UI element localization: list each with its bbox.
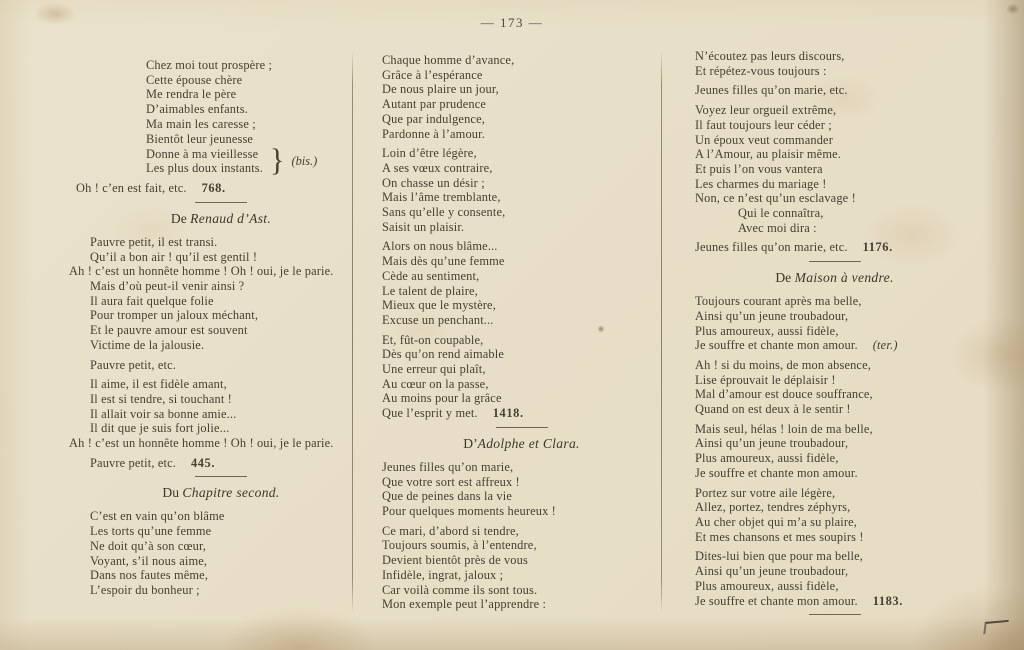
stanza [69, 377, 352, 451]
verse-line: Que par indulgence, [382, 111, 485, 126]
verse-line: Mais dès qu’une femme [382, 254, 505, 269]
bis-lines [146, 147, 263, 176]
verse-line: Une erreur qui plaît, [382, 362, 486, 377]
stanza [382, 53, 661, 141]
page-number: — 173 — [480, 15, 544, 30]
verse-line: Dites-lui bien que pour ma belle, [695, 549, 864, 564]
song-heading [90, 210, 352, 228]
verse-line: A ses vœux contraire, [382, 160, 493, 175]
verse-line: Mon exemple peut l’apprendre : [382, 597, 547, 612]
song-heading-prefix: De [170, 210, 191, 226]
separator-rule [809, 261, 861, 262]
song-heading-prefix: Du [162, 485, 183, 501]
verse-line: Il est si tendre, si touchant ! [90, 391, 232, 406]
bis-label: (bis.) [291, 153, 318, 168]
song-heading-title: Adolphe et Clara. [477, 435, 580, 451]
stanza [695, 83, 974, 98]
verse-line: Dans nos fautes même, [90, 568, 209, 583]
stanza [382, 239, 661, 327]
verse-line: Saisit un plaisir. [382, 219, 465, 234]
verse-line: Grâce à l’espérance [382, 67, 483, 82]
air-number: 768. [201, 181, 226, 196]
verse-line: Que de peines dans la vie [382, 489, 513, 504]
stanza [695, 486, 974, 545]
verse-line: Non, ce n’est qu’un esclavage ! [695, 191, 856, 206]
verse-line: Plus amoureux, aussi fidèle, [695, 578, 839, 593]
verse-line: Loin d’être légère, [382, 146, 477, 161]
verse-line: Qu’il a bon air ! qu’il est gentil ! [90, 249, 258, 264]
text-column-3 [662, 49, 974, 622]
verse-line: Dès qu’on rend aimable [382, 347, 505, 362]
verse-line: Mais d’où peut-il venir ainsi ? [90, 279, 245, 294]
verse-line: C’est en vain qu’on blâme [90, 509, 225, 524]
text-column-1 [70, 49, 352, 622]
verse-line: Plus amoureux, aussi fidèle, [695, 323, 839, 338]
verse-line: Pauvre petit, etc. [90, 357, 176, 372]
verse-line: Jeunes filles qu’on marie, etc. 1176. [695, 240, 893, 255]
bis-brace: } [270, 143, 285, 179]
verse-line: Plus amoureux, aussi fidèle, [695, 451, 839, 466]
stanza [695, 422, 974, 481]
verse-line: Les torts qu’une femme [90, 524, 212, 539]
verse-line: Jeunes filles qu’on marie, etc. [695, 83, 848, 98]
verse-line: L’espoir du bonheur ; [90, 582, 200, 597]
verse-line: Excuse un penchant... [382, 312, 494, 327]
song-heading-prefix: De [775, 270, 795, 286]
verse-line: Voyez leur orgueil extrême, [695, 103, 837, 118]
verse-line: Ainsi qu’un jeune troubadour, [695, 436, 849, 451]
verse-line: Je souffre et chante mon amour. (ter.) [695, 338, 898, 353]
stanza [90, 58, 352, 179]
stanza [695, 240, 974, 255]
stanza [695, 358, 974, 417]
separator-rule [809, 614, 861, 615]
stanza [382, 524, 661, 612]
song-heading-title: Renaud d’Ast. [190, 210, 272, 226]
verse-line: Je souffre et chante mon amour. [695, 465, 858, 480]
stanza [382, 333, 661, 421]
verse-line: Chez moi tout prospère ; [146, 58, 273, 72]
verse-line: Je souffre et chante mon amour. 1183. [695, 593, 903, 608]
verse-line: Pauvre petit, etc. 445. [90, 455, 216, 470]
verse-line: Et, fût-on coupable, [382, 332, 484, 347]
song-heading [90, 484, 352, 502]
verse-line: Devient bientôt près de vous [382, 553, 528, 568]
verse-line: Que l’esprit y met. 1418. [382, 406, 524, 421]
song-heading [382, 435, 661, 453]
verse-line: Cède au sentiment, [382, 268, 480, 283]
verse-line: Il faut toujours leur céder ; [695, 117, 832, 132]
stanza [90, 456, 352, 471]
verse-line: Au moins pour la grâce [382, 391, 502, 406]
verse-line: Ne doit qu’à son cœur, [90, 538, 207, 553]
verse-line: Pardonne à l’amour. [382, 126, 485, 141]
air-number: 445. [190, 455, 216, 470]
stanza [695, 294, 974, 353]
verse-line: Voyant, s’il nous aime, [90, 553, 208, 568]
verse-line: Donne à ma vieillesse [146, 146, 259, 161]
verse-line: Victime de la jalousie. [90, 337, 205, 352]
verse-line: On chasse un désir ; [382, 175, 485, 190]
verse-line: Me rendra le père [146, 87, 237, 102]
verse-line: Toujours courant après ma belle, [695, 294, 862, 309]
verse-line: Avec moi dira : [738, 220, 817, 235]
verse-line: Mal d’amour est douce souffrance, [695, 387, 873, 402]
verse-line: Un époux veut commander [695, 132, 833, 147]
song-heading [695, 269, 974, 287]
air-number: 1418. [492, 406, 524, 421]
stanza [90, 509, 352, 597]
verse-line: Ah ! c’est un honnête homme ! Oh ! oui, je le parie. [69, 264, 334, 279]
verse-line: Ah ! si du moins, de mon absence, [695, 357, 871, 372]
verse-line: Et répétez-vous toujours : [695, 63, 827, 78]
separator-rule [195, 476, 247, 477]
verse-line: Oh ! c’en est fait, etc. 768. [76, 181, 226, 196]
separator-rule [496, 427, 548, 428]
verse-line: Les charmes du mariage ! [695, 176, 827, 191]
stanza [382, 460, 661, 519]
verse-line: Mais l’âme tremblante, [382, 190, 501, 205]
verse-line: Les plus doux instants. [146, 161, 264, 176]
verse-line: Ainsi qu’un jeune troubadour, [695, 308, 849, 323]
stanza [382, 146, 661, 234]
stanza [90, 358, 352, 373]
ink-mark [983, 620, 1008, 634]
verse-line: N’écoutez pas leurs discours, [695, 49, 845, 63]
verse-line: Allez, portez, tendres zéphyrs, [695, 500, 851, 515]
verse-line: Sans qu’elle y consente, [382, 205, 506, 220]
verse-line: Il aime, il est fidèle amant, [90, 377, 227, 392]
verse-line: Et le pauvre amour est souvent [90, 323, 248, 338]
stanza [695, 103, 974, 235]
verse-line: Au cœur on la passe, [382, 376, 489, 391]
verse-line: Il allait voir sa bonne amie... [90, 406, 237, 421]
verse-line: Au cher objet qui m’a su plaire, [695, 514, 858, 529]
verse-line: Portez sur votre aile légère, [695, 485, 836, 500]
text-block [0, 49, 1024, 622]
verse-line: Mais seul, hélas ! loin de ma belle, [695, 421, 873, 436]
verse-line: Et puis l’on vous vantera [695, 161, 823, 176]
verse-line: Il aura fait quelque folie [90, 293, 214, 308]
verse-line: D’aimables enfants. [146, 102, 248, 117]
verse-line: Infidèle, ingrat, jaloux ; [382, 567, 504, 582]
air-number: 1176. [862, 240, 893, 255]
verse-line: Pour tromper un jaloux méchant, [90, 308, 259, 323]
verse-line: Qui le connaîtra, [738, 206, 824, 221]
verse-line: Ce mari, d’abord si tendre, [382, 523, 519, 538]
verse-line: Chaque homme d’avance, [382, 53, 515, 67]
verse-line: Le talent de plaire, [382, 283, 478, 298]
verse-line: Car voilà comme ils sont tous. [382, 582, 538, 597]
verse-line: Mieux que le mystère, [382, 298, 496, 313]
verse-line: Toujours soumis, à l’entendre, [382, 538, 537, 553]
verse-line: Pour quelques moments heureux ! [382, 503, 556, 518]
verse-line: Ah ! c’est un honnête homme ! Oh ! oui, je le parie. [69, 436, 334, 451]
stanza [695, 549, 974, 608]
verse-line: Jeunes filles qu’on marie, [382, 459, 514, 474]
stanza [69, 234, 352, 353]
verse-line: Ainsi qu’un jeune troubadour, [695, 564, 849, 579]
verse-line: Il dit que je suis fort jolie... [90, 421, 230, 436]
text-column-2 [353, 49, 661, 622]
verse-line: Lise éprouvait le déplaisir ! [695, 372, 836, 387]
verse-line: Autant par prudence [382, 97, 486, 112]
verse-line: Bientôt leur jeunesse [146, 131, 254, 146]
song-heading-title: Chapitre second. [182, 485, 280, 501]
verse-line: Pauvre petit, il est transi. [90, 234, 218, 249]
bis-group [146, 143, 352, 179]
separator-rule [195, 202, 247, 203]
verse-line: A l’Amour, au plaisir même. [695, 147, 842, 162]
stanza [76, 181, 352, 196]
song-heading-title: Maison à vendre. [794, 270, 894, 286]
verse-line: Alors on nous blâme... [382, 239, 498, 254]
verse-line: Que votre sort est affreux ! [382, 474, 520, 489]
stanza [695, 49, 974, 78]
verse-line: Ma main les caresse ; [146, 116, 256, 131]
song-heading-prefix: D’ [463, 435, 478, 451]
verse-line: Cette épouse chère [146, 72, 243, 87]
air-number: 1183. [872, 593, 903, 608]
air-number: (ter.) [872, 338, 898, 353]
verse-line: De nous plaire un jour, [382, 82, 499, 97]
verse-line: Et mes chansons et mes soupirs ! [695, 529, 864, 544]
verse-line: Quand on est deux à le sentir ! [695, 402, 851, 417]
